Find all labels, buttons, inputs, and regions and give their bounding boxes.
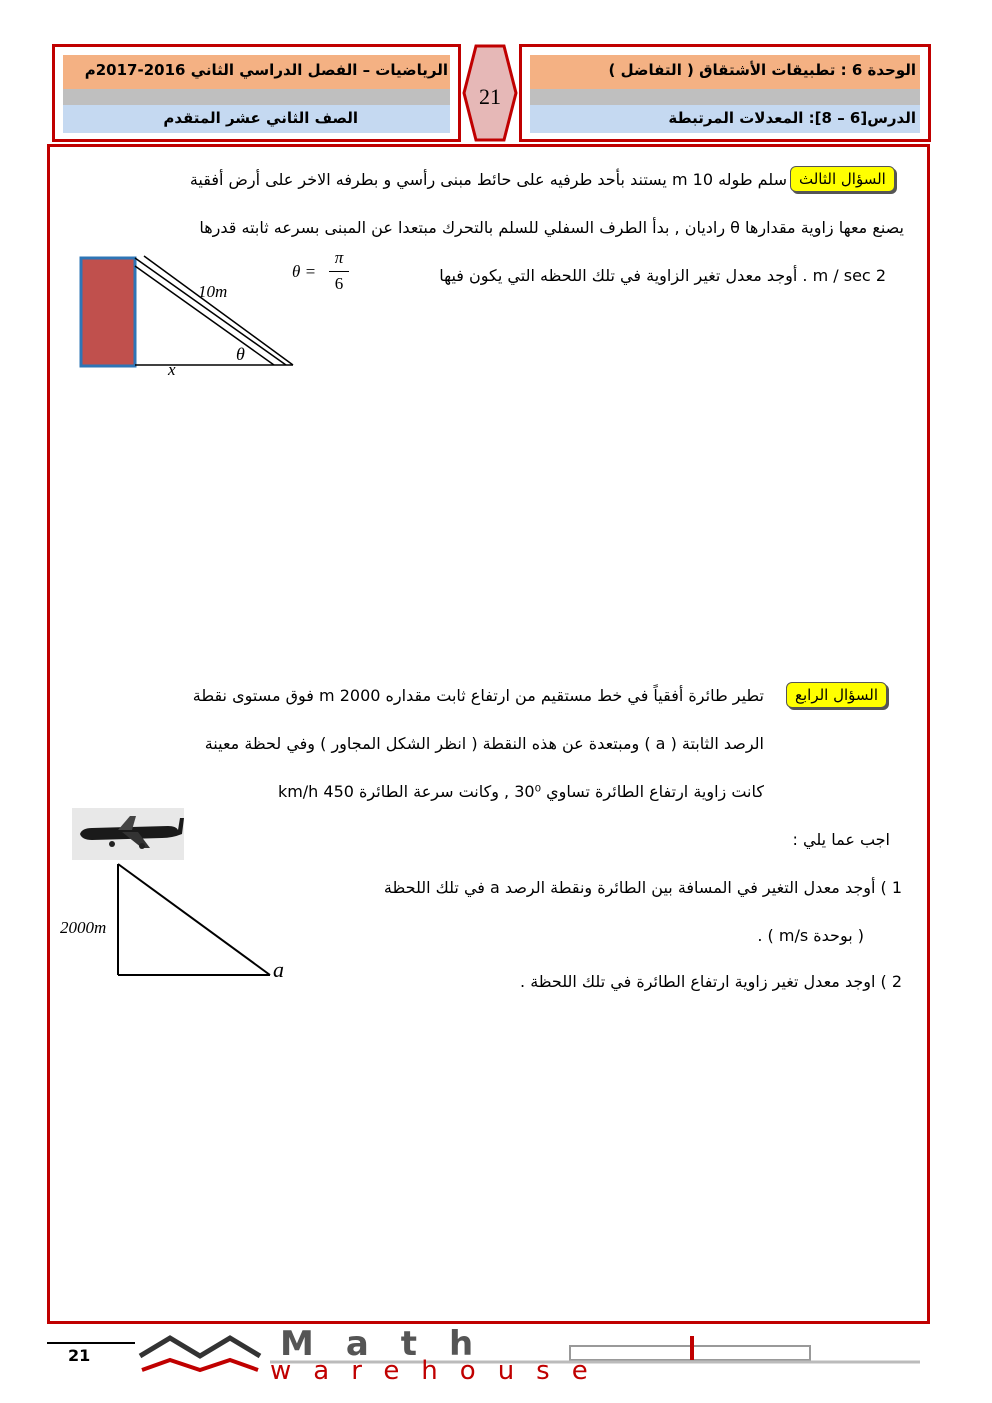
grade-level: الصف الثاني عشر المتقدم — [163, 109, 358, 127]
footer-logo — [130, 1324, 930, 1386]
header-right-box — [519, 44, 931, 142]
q4-line1: تطير طائرة أفقياً في خط مستقيم من ارتفاع ثابت مقداره 2000 m فوق مستوى نقطة — [192, 686, 764, 705]
footer-rule — [47, 1342, 135, 1344]
q4-line2: الرصد الثابتة ( a ) ومبتعدة عن هذه النقطة ( انظر الشكل المجاور ) وفي لحظة معينة — [204, 734, 764, 753]
subject-semester: الرياضيات – الفصل الدراسي الثاني 2016-2017م — [84, 61, 448, 79]
ladder-theta-label: θ — [236, 344, 245, 364]
observation-point-label: a — [273, 957, 284, 982]
header-left-gray-band — [63, 89, 450, 105]
q3-line1: سلم طوله 10 m يستند بأحد طرفيه على حائط مبنى رأسي و بطرفه الاخر على أرض أفقية — [189, 170, 787, 189]
q4-label: السؤال الرابع — [786, 682, 887, 708]
ladder-figure — [78, 252, 298, 382]
q4-item2: 2 ) اوجد معدل تغير زاوية ارتفاع الطائرة في تلك اللحظة . — [520, 972, 902, 991]
ladder-rail-1 — [135, 258, 286, 365]
q3-label: السؤال الثالث — [790, 166, 895, 192]
q3-line3: 2 m / sec . أوجد معدل تغير الزاوية في تلك اللحظه التي يكون فيها — [439, 266, 886, 285]
q3-six: 6 — [334, 274, 344, 293]
logo-text-top: Math — [280, 1324, 506, 1364]
ladder-x-label: x — [168, 360, 176, 379]
airplane-icon — [72, 808, 184, 860]
triangle-hypotenuse — [118, 864, 270, 975]
plane-triangle-figure — [110, 858, 280, 982]
ladder-rail-2 — [135, 266, 274, 365]
q4-answer-prompt: اجب عما يلي : — [792, 830, 890, 849]
airplane-image — [72, 808, 184, 860]
lesson-title: الدرس[6 – 8]: المعدلات المرتبطة — [668, 109, 916, 127]
ladder-rail-3 — [144, 256, 293, 365]
ladder-length-label: 10m — [198, 282, 228, 301]
q3-fraction-bar — [329, 271, 349, 272]
q3-pi: π — [334, 248, 344, 267]
q4-line3: كانت زاوية ارتفاع الطائرة تساوي 30⁰ , وكانت سرعة الطائرة 450 km/h — [277, 782, 764, 801]
header-left-box — [52, 44, 461, 142]
q3-theta-eq: θ = — [292, 262, 317, 281]
q3-line2: يصنع معها زاوية مقدارها θ راديان , بدأ الطرف السفلي للسلم بالتحرك مبتعدا عن المبنى بسرعه ثابته قدرها — [199, 218, 904, 237]
logo-text-bottom: warehouse — [270, 1356, 610, 1386]
q4-item1: 1 ) أوجد معدل التغير في المسافة بين الطائرة ونقطة الرصد a في تلك اللحظة — [383, 878, 902, 897]
q4-item1-unit: ( بوحدة m/s ) . — [757, 926, 864, 945]
unit-title: الوحدة 6 : تطبيقات الأشتقاق ( التفاضل ) — [608, 61, 916, 79]
page-badge-number: 21 — [479, 84, 501, 109]
footer-page-number: 21 — [68, 1346, 91, 1365]
plane-height-label: 2000m — [60, 918, 107, 937]
wall-rect — [81, 258, 135, 366]
header-right-gray-band — [530, 89, 920, 105]
